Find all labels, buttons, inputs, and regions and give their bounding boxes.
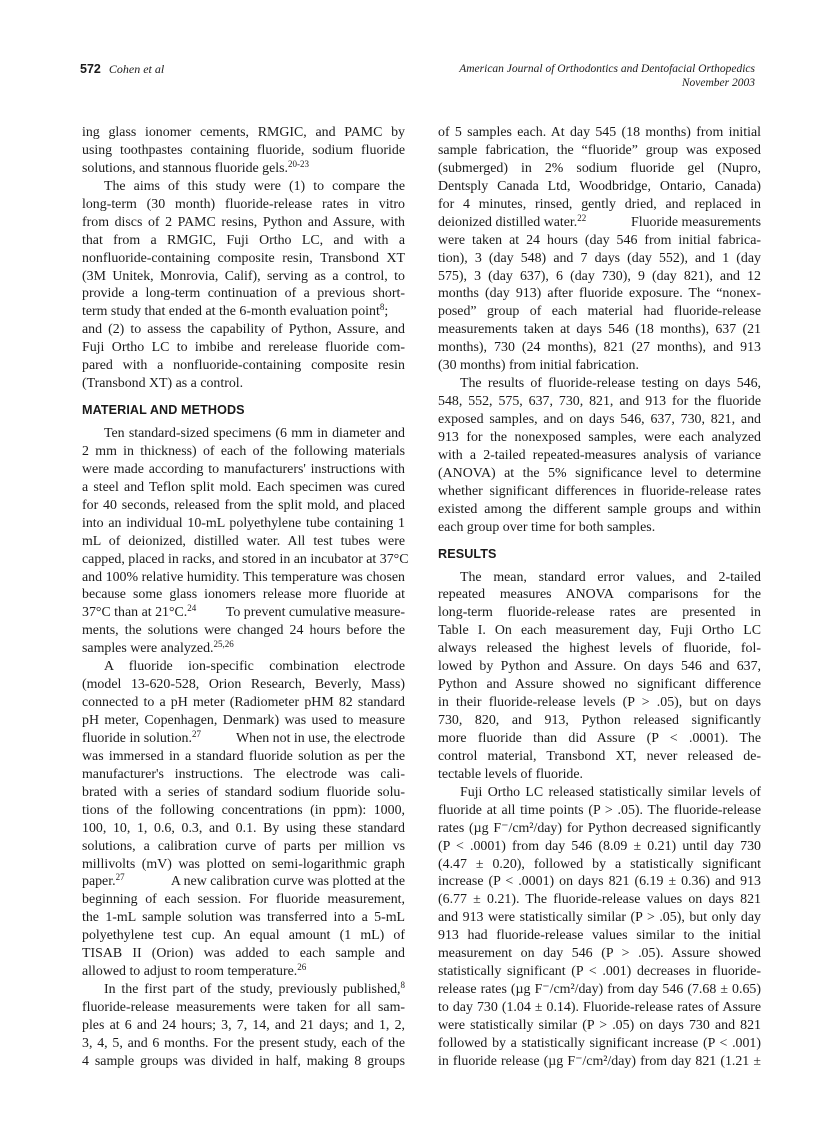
text-line: fluoride in solution.$^{27}$ When not in use, the electrode	[82, 728, 405, 746]
text-line: Ten standard-sized specimens (6 mm in diameter and	[104, 426, 405, 441]
text-line: 913 had fluoride-release values similar to the initial	[438, 928, 761, 944]
text-line: 730, 820, and 913, Python released significantly	[438, 713, 761, 729]
text-line: paper.$^{27}$ A new calibration curve was plotted at the	[82, 872, 405, 890]
text-line: and 913 were statistically similar (P > .05), but only day	[438, 910, 761, 926]
page-number: 572	[80, 62, 101, 76]
text-line: measurement on day 546 (P > .05). Assure showed	[438, 946, 761, 962]
statistics-paragraph	[438, 375, 761, 536]
text-line: solutions, a calibration curve of parts per million vs	[82, 838, 405, 854]
text-line: (P < .0001) from day 546 (8.09 ± 0.21) until day 730	[438, 838, 761, 854]
running-author: Cohen et al	[108, 62, 165, 76]
text-line: for 40 seconds, released from the split mold, and placed	[82, 497, 405, 513]
text-line: a steel and Teflon split mold. Each specimen was cured	[82, 479, 405, 495]
text-line: were made according to manufacturers' instructions with	[82, 461, 405, 477]
text-line: 4 sample groups was divided in half, making 8 groups	[82, 1053, 405, 1069]
text-line: from discs of 2 PAMC resins, Python and Assure, with	[82, 214, 405, 230]
text-line: measurements taken at days 546 (18 months), 637 (21	[438, 322, 761, 338]
left-column	[82, 124, 409, 1071]
text-line: millivolts (mV) was plotted on semi-logarithmic graph	[82, 856, 405, 872]
text-line: that from a RMGIC, Fuji Ortho LC, and with a	[82, 232, 405, 248]
text-line: were statistically similar (P > .05) on days 730 and 821	[438, 1017, 761, 1033]
methods-paragraph-3	[82, 981, 405, 1071]
text-line: posed” group of each material had fluoride-release	[438, 304, 761, 320]
text-line: (4.47 ± 0.20), followed by a statistically significant	[438, 856, 761, 872]
text-line: provide a long-term continuation of a previous short-	[82, 286, 405, 302]
methods-paragraph-1	[82, 425, 409, 658]
text-line: in their fluoride-release levels (P > .05), but on days	[438, 695, 761, 711]
text-line: each group over time for both samples.	[438, 519, 656, 535]
text-line: tectable levels of fluoride.	[438, 766, 584, 782]
text-line: In the first part of the study, previously published,$^8$	[104, 980, 405, 998]
text-line: with a 2-tailed repeated-measures analysis of variance	[438, 447, 761, 463]
text-line: deionized distilled water.$^{22}$ Fluoride measurements	[438, 212, 761, 230]
text-line: and 100% relative humidity. This temperature was chosen	[82, 569, 405, 585]
text-line: 548, 552, 575, 637, 730, 821, and 913 for the fluoride	[438, 394, 761, 410]
text-line: beginning of each session. For fluoride measurement,	[82, 892, 405, 908]
text-line: release rates (µg F⁻/cm²/day) from day 546 (7.68 ± 0.65)	[438, 982, 761, 998]
text-line: using toothpastes containing fluoride, sodium fluoride	[82, 142, 405, 158]
text-line: were taken at 24 hours (day 546 from initial fabrica-	[438, 232, 761, 248]
text-line: control material, Transbond XT, never released de-	[438, 748, 761, 764]
text-line: tion), 3 (day 548) and 7 days (day 552), and 1 (day	[438, 250, 761, 266]
text-line: months), 730 (24 months), 821 (27 months), and 913	[438, 340, 761, 356]
text-line: ples at 6 and 24 hours; 3, 7, 14, and 21 days; and 1, 2,	[82, 1017, 405, 1033]
intro-paragraph	[82, 124, 405, 178]
text-line: TISAB II (Orion) was added to each sample and	[82, 946, 405, 962]
text-line: mL of deionized, distilled water. All test tubes were	[82, 533, 405, 549]
text-line: (Transbond XT) as a control.	[82, 376, 244, 392]
text-line: (submerged) in 2% sodium fluoride gel (Nupro,	[438, 160, 761, 176]
text-line: Python and Assure showed no significant difference	[438, 677, 761, 693]
text-line: 913 for the nonexposed samples, were each analyzed	[438, 429, 761, 445]
citation-ref: 8	[379, 302, 385, 313]
text-line: brated with a series of standard sodium fluoride solu-	[82, 784, 405, 800]
text-line: A fluoride ion-specific combination electrode	[104, 659, 405, 675]
section-heading-results: RESULTS	[438, 546, 497, 561]
text-line: solutions, and stannous fluoride gels.$^{20-23}$	[82, 158, 310, 176]
text-line: (6.77 ± 0.21). The fluoride-release values on days 821	[438, 892, 761, 908]
journal-title: American Journal of Orthodontics and Dentofacial Orthopedics	[459, 63, 755, 75]
text-line: polyethylene test cup. An equal amount (1 mL) of	[82, 928, 405, 944]
text-line: because some glass ionomers release more fluoride at	[82, 587, 405, 603]
text-line: (30 months) from initial fabrication.	[438, 358, 639, 374]
text-line: of 5 samples each. At day 545 (18 months) from initial	[438, 125, 761, 140]
text-line: long-term (30 month) fluoride-release rates in vitro	[82, 196, 405, 212]
text-line: and (2) to assess the capability of Python, Assure, and	[82, 322, 405, 338]
text-line: months (day 913) after fluoride exposure. The “nonex-	[438, 286, 761, 302]
methods-continuation-paragraph	[438, 124, 761, 375]
citation-ref: 8	[400, 980, 405, 991]
citation-ref: 27	[191, 728, 201, 739]
text-line: The results of fluoride-release testing on days 546,	[460, 376, 761, 392]
text-line: Fuji Ortho LC to imbibe and rerelease fluoride com-	[82, 340, 405, 356]
text-line: (3M Unitek, Monrovia, Calif), serving as a control, to	[82, 268, 405, 284]
methods-paragraph-2	[82, 658, 405, 981]
text-line: into an individual 10-mL polyethylene tube containing 1	[82, 515, 405, 531]
text-line: allowed to adjust to room temperature.$^{26}$	[82, 962, 307, 980]
running-header-right	[459, 62, 755, 90]
issue-date: November 2003	[681, 77, 755, 89]
text-line: the 1-mL sample solution was transferred into a 5-mL	[82, 910, 405, 926]
citation-ref: 22	[577, 212, 587, 223]
text-line: fluoride-release measurements were taken for all sam-	[82, 1000, 405, 1016]
text-line: repeated measures ANOVA comparisons for the	[438, 587, 761, 603]
citation-ref: 27	[115, 872, 125, 883]
citation-ref: 25,26	[213, 639, 234, 650]
text-line: Fuji Ortho LC released statistically similar levels of	[460, 784, 761, 800]
text-line: (ANOVA) at the 5% significance level to determine	[438, 465, 761, 481]
text-line: sample fabrication, the “fluoride” group was exposed	[438, 142, 761, 158]
text-line: in fluoride release (µg F⁻/cm²/day) from day 821 (1.21 ±	[438, 1053, 761, 1069]
text-line: statistically significant (P < .001) decreases in fluoride-	[438, 964, 761, 980]
text-line: 2 mm in thickness) of each of the following materials	[82, 443, 405, 459]
text-line: ing glass ionomer cements, RMGIC, and PAMC by	[82, 125, 405, 140]
text-line: samples were analyzed.$^{25,26}$	[82, 639, 234, 657]
citation-ref: 24	[187, 603, 197, 614]
text-line: 100, 10, 1, 0.6, 0.3, and 0.1. By using these standard	[82, 820, 405, 836]
text-line: term study that ended at the 6-month evaluation point$^8$;	[82, 302, 389, 320]
text-line: tions of the following concentrations (in ppm): 1000,	[82, 802, 405, 818]
text-line: always released the highest levels of fluoride, fol-	[438, 641, 761, 657]
text-line: long-term fluoride-release rates are presented in	[438, 605, 761, 621]
text-line: exposed samples, and on days 546, 637, 730, 821, and	[438, 412, 761, 428]
text-line: The mean, standard error values, and 2-tailed	[460, 569, 761, 585]
text-line: 37°C than at 21°C.$^{24}$ To prevent cumulative measure-	[82, 603, 405, 621]
text-line: nonfluoride-containing composite resin, Transbond XT	[82, 250, 405, 266]
aims-paragraph	[82, 178, 405, 393]
text-line: The aims of this study were (1) to compare the	[104, 178, 405, 194]
running-header-left	[80, 62, 164, 77]
text-line: existed among the different sample groups and within	[438, 501, 761, 517]
results-paragraph-1	[438, 569, 761, 784]
text-line: pH meter, Copenhagen, Denmark) was used to measure	[82, 713, 405, 729]
text-line: lowed by Python and Assure. On days 546 and 637,	[438, 659, 761, 675]
text-line: fluoride at all time points (P > .05). The fluoride-release	[438, 802, 761, 818]
text-line: Dentsply Canada Ltd, Woodbridge, Ontario, Canada)	[438, 178, 761, 194]
text-line: 3, 4, 5, and 6 months. For the present study, each of the	[82, 1035, 405, 1051]
right-column	[438, 124, 761, 1071]
text-line: rates (µg F⁻/cm²/day) for Python decreased significantly	[438, 820, 761, 836]
text-line: ments, the solutions were changed 24 hours before the	[82, 623, 405, 639]
citation-ref: 20-23	[288, 158, 310, 169]
text-line: followed by a statistically significant increase (P < .001)	[438, 1035, 761, 1051]
citation-ref: 26	[297, 962, 307, 973]
text-line: to day 730 (1.04 ± 0.14). Fluoride-release rates of Assure	[438, 1000, 761, 1016]
text-line: whether significant differences in fluoride-release rates	[438, 483, 761, 499]
section-heading-methods: MATERIAL AND METHODS	[82, 403, 245, 418]
text-line: connected to a pH meter (Radiometer pHM 82 standard	[82, 695, 405, 711]
text-line: more fluoride than did Assure (P < .0001). The	[438, 730, 761, 746]
text-line: increase (P < .0001) on days 821 (6.19 ± 0.36) and 913	[438, 874, 761, 890]
text-line: was immersed in a standard fluoride solution as per the	[82, 748, 405, 764]
text-line: pared with a nonfluoride-containing composite resin	[82, 358, 405, 374]
results-paragraph-2	[438, 784, 761, 1071]
text-line: Table I. On each measurement day, Fuji Ortho LC	[438, 623, 761, 639]
text-line: 575), 3 (day 637), 6 (day 730), 9 (day 821), and 12	[438, 268, 761, 284]
text-line: for 4 minutes, rinsed, gently dried, and replaced in	[438, 196, 761, 212]
text-line: capped, placed in racks, and stored in an incubator at 37°C	[82, 551, 409, 567]
text-line: (model 13-620-528, Orion Research, Beverly, Mass)	[82, 677, 405, 693]
text-line: manufacturer's instructions. The electrode was cali-	[82, 766, 405, 782]
